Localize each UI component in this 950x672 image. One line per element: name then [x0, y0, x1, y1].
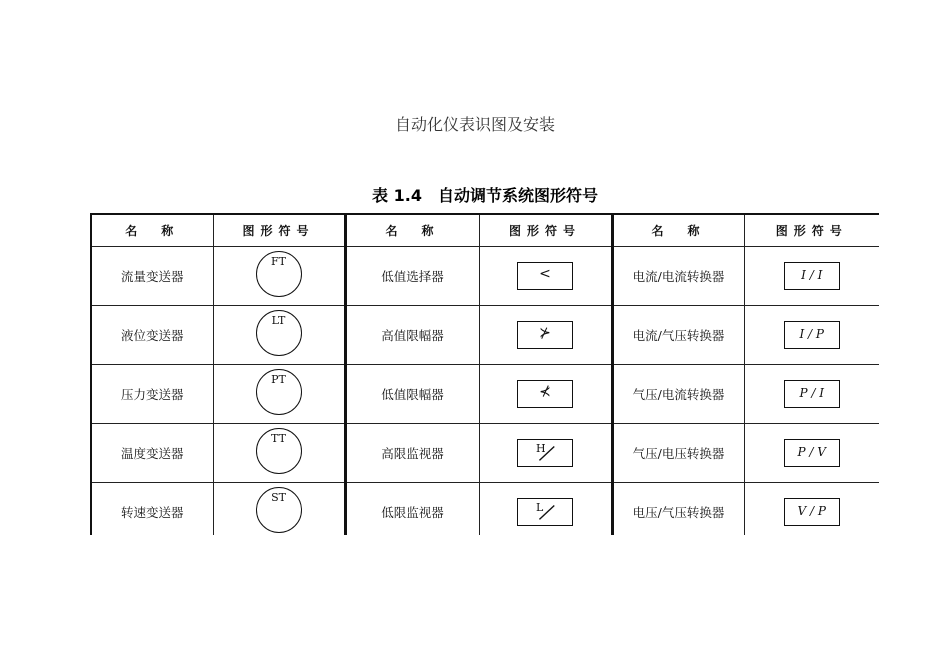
- circle-symbol-text: TT: [271, 432, 286, 445]
- converter-symbol-text: I / P: [799, 327, 824, 341]
- low-limit-glyph: ⊀: [539, 384, 551, 400]
- converter-symbol-cell: [744, 247, 879, 306]
- selector-name: 低值选择器: [345, 247, 479, 306]
- circle-symbol-text: FT: [271, 255, 286, 268]
- table-row: [91, 247, 879, 306]
- limiter-name: 低值限幅器: [345, 365, 479, 424]
- circle-symbol-text: ST: [271, 491, 286, 504]
- instrument-circle-symbol: [256, 487, 302, 533]
- limiter-symbol-cell: [479, 365, 612, 424]
- function-box-symbol: [517, 262, 573, 290]
- instrument-circle-symbol: [256, 369, 302, 415]
- transmitter-symbol-cell: [213, 424, 345, 483]
- transmitter-symbol-cell: [213, 483, 345, 536]
- symbol-table: [90, 213, 879, 535]
- low-select-glyph: <: [539, 266, 551, 282]
- transmitter-name: 温度变送器: [91, 424, 213, 483]
- monitor-box-symbol: [517, 498, 573, 526]
- column-header-symbol: 图形符号: [744, 214, 879, 247]
- table-header-row: [91, 214, 879, 247]
- high-limit-glyph: ⊁: [539, 325, 551, 341]
- converter-box-symbol: [784, 439, 840, 467]
- monitor-symbol-cell: [479, 424, 612, 483]
- monitor-box-symbol: [517, 439, 573, 467]
- converter-name: 电压/气压转换器: [612, 483, 744, 536]
- circle-symbol-text: LT: [271, 314, 286, 327]
- converter-name: 电流/气压转换器: [612, 306, 744, 365]
- transmitter-name: 液位变送器: [91, 306, 213, 365]
- table-row: [91, 424, 879, 483]
- instrument-circle-symbol: [256, 428, 302, 474]
- monitor-name: 高限监视器: [345, 424, 479, 483]
- transmitter-symbol-cell: [213, 365, 345, 424]
- instrument-circle-symbol: [256, 310, 302, 356]
- converter-symbol-cell: [744, 306, 879, 365]
- function-box-symbol: [517, 321, 573, 349]
- table-row: [91, 483, 879, 536]
- table-row: [91, 365, 879, 424]
- transmitter-name: 流量变送器: [91, 247, 213, 306]
- converter-box-symbol: [784, 262, 840, 290]
- converter-symbol-text: P / I: [799, 386, 824, 400]
- column-header-name: 名 称: [345, 214, 479, 247]
- converter-symbol-text: I / I: [801, 268, 823, 282]
- page-header: 自动化仪表识图及安装: [394, 115, 555, 134]
- monitor-symbol-cell: [479, 483, 612, 536]
- converter-symbol-text: V / P: [797, 504, 826, 518]
- table-row: [91, 306, 879, 365]
- function-box-symbol: [517, 380, 573, 408]
- selector-symbol-cell: [479, 247, 612, 306]
- converter-box-symbol: [784, 321, 840, 349]
- column-header-name: 名 称: [612, 214, 744, 247]
- column-header-symbol: 图形符号: [213, 214, 345, 247]
- transmitter-name: 压力变送器: [91, 365, 213, 424]
- column-header-name: 名 称: [91, 214, 213, 247]
- converter-symbol-cell: [744, 424, 879, 483]
- monitor-name: 低限监视器: [345, 483, 479, 536]
- converter-box-symbol: [784, 498, 840, 526]
- symbol-table-wrapper: [90, 213, 879, 535]
- circle-symbol-text: PT: [271, 373, 286, 386]
- transmitter-name: 转速变送器: [91, 483, 213, 536]
- limiter-name: 高值限幅器: [345, 306, 479, 365]
- column-header-symbol: 图形符号: [479, 214, 612, 247]
- converter-name: 气压/电压转换器: [612, 424, 744, 483]
- transmitter-symbol-cell: [213, 247, 345, 306]
- monitor-slash-icon: [518, 440, 572, 466]
- converter-symbol-cell: [744, 365, 879, 424]
- table-caption: 表 1.4 自动调节系统图形符号: [372, 186, 598, 205]
- converter-symbol-cell: [744, 483, 879, 536]
- converter-box-symbol: [784, 380, 840, 408]
- limiter-symbol-cell: [479, 306, 612, 365]
- monitor-slash-icon: [518, 499, 572, 525]
- converter-name: 电流/电流转换器: [612, 247, 744, 306]
- converter-symbol-text: P / V: [797, 445, 826, 459]
- low-monitor-letter: L: [536, 501, 544, 514]
- instrument-circle-symbol: [256, 251, 302, 297]
- converter-name: 气压/电流转换器: [612, 365, 744, 424]
- transmitter-symbol-cell: [213, 306, 345, 365]
- high-monitor-letter: H: [536, 442, 546, 455]
